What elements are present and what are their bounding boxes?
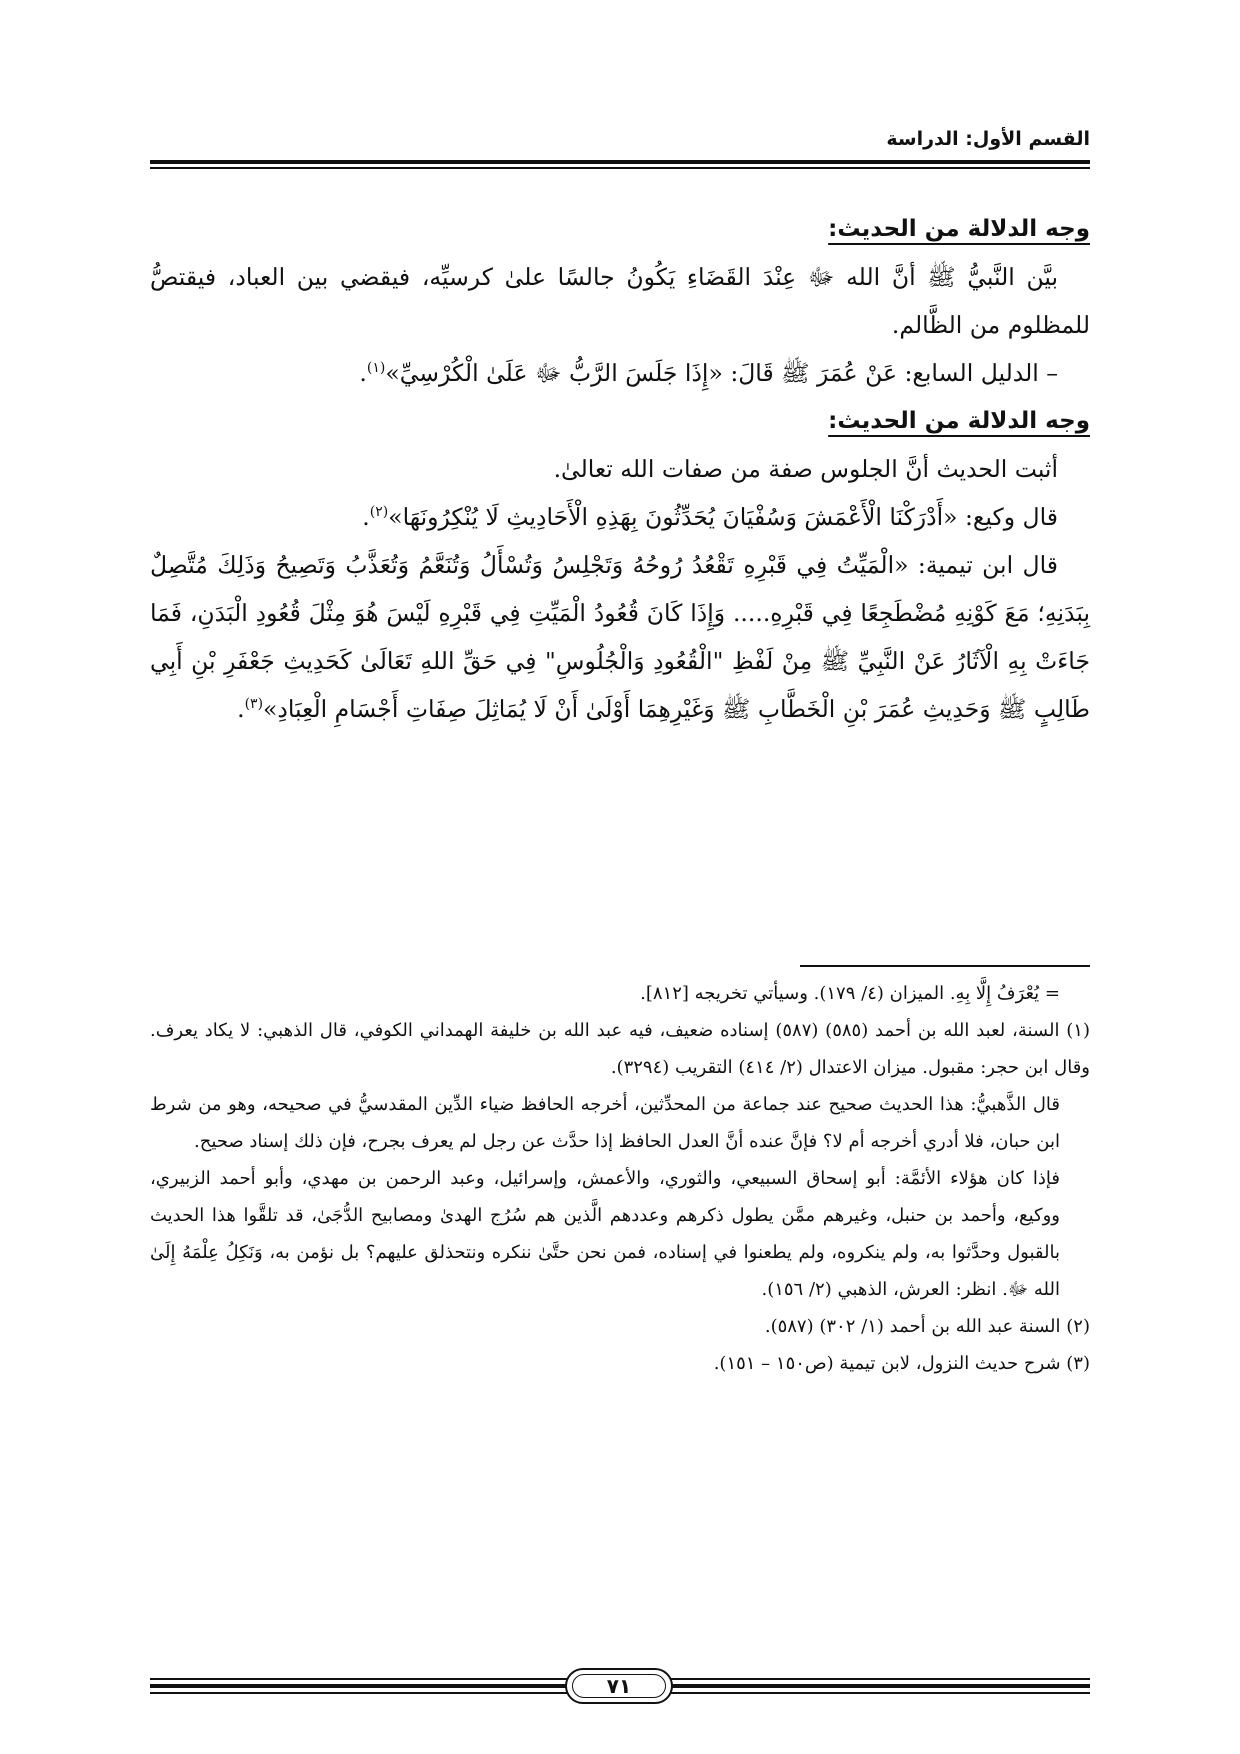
dalil-lead: – الدليل السابع: عَنْ عُمَرَ ﷺ قَالَ: <box>722 359 1058 387</box>
section-heading-1: وجه الدلالة من الحديث: <box>828 216 1090 242</box>
footnote-1-continued-2: فإذا كان هؤلاء الأئمَّة: أبو إسحاق السبيعي، والثوري، والأعمش، وإسرائيل، وعبد الرحمن بن مهدي، وأبو أحمد الزبيري، ووكيع، وأحمد بن حنبل، وغيرهم ممَّن يطول ذكرهم وعددهم الَّذين هم سُرُج الهدىٰ ومصابيح الدُّجَىٰ، قد تلقَّوا هذا الحديث بالقبول وحدَّثوا به، ولم ينكروه، ولم يطعنوا في إسناده، فمن نحن حتَّىٰ ننكره ونتحذلق عليهم؟ بل نؤمن به، وَنَكِلُ عِلْمَهُ إِلَىٰ الله ﷻ. انظر: العرش، الذهبي (٢/ ١٥٦). <box>150 1168 1060 1300</box>
paragraph-1: بيَّن النَّبيُّ ﷺ أنَّ الله ﷻ عِنْدَ القَضَاءِ يَكُونُ جالسًا علىٰ كرسيِّه، فيقضي بين العباد، فيقتصُّ للمظلوم من الظَّالم. <box>150 263 1090 339</box>
footnote-1-continued: قال الذَّهبيُّ: هذا الحديث صحيح عند جماعة من المحدِّثين، أخرجه الحافظ ضياء الدِّين المقدسيُّ في صحيحه، وهو من شرط ابن حبان، فلا أدري أخرجه أم لا؟ فإنَّ عنده أنَّ العدل الحافظ إذا حدَّث عن رجل لم يعرف بجرح، فإن ذلك إسناد صحيح. <box>150 1094 1060 1152</box>
paragraph-2: أثبت الحديث أنَّ الجلوس صفة من صفات الله تعالىٰ. <box>553 455 1058 483</box>
main-text <box>150 205 1090 733</box>
dalil-paragraph: – الدليل السابع: عَنْ عُمَرَ ﷺ قَالَ: «إِذَا جَلَسَ الرَّبُّ ﷻ عَلَىٰ الْكُرْسِيِّ»$^{(١)}$. <box>359 359 1058 387</box>
header-rule-thin <box>150 167 1090 169</box>
taymiyya-lead: قال ابن تيمية: <box>908 551 1058 579</box>
footnote-ref-2: (٢) <box>369 504 389 521</box>
taymiyya-paragraph: قال ابن تيمية: «الْمَيِّتُ فِي قَبْرِهِ تَقْعُدُ رُوحُهُ وَتَجْلِسُ وَتُسْأَلُ وَتُنَعَّمُ وَتُعَذَّبُ وَتَصِيحُ وَذَلِكَ مُتَّصِلٌ بِبَدَنِهِ؛ مَعَ كَوْنِهِ مُضْطَجِعًا فِي قَبْرِهِ..... وَإِذَا كَانَ قُعُودُ الْمَيِّتِ فِي قَبْرِهِ لَيْسَ هُوَ مِثْلَ قُعُودِ الْبَدَنِ، فَمَا جَاءَتْ بِهِ الْآثَارُ عَنْ النَّبِيِّ ﷺ مِنْ لَفْظِ "الْقُعُودِ وَالْجُلُوسِ" فِي حَقِّ اللهِ تَعَالَىٰ كَحَدِيثِ جَعْفَرِ بْنِ أَبِي طَالِبٍ ﷺ وَحَدِيثِ عُمَرَ بْنِ الْخَطَّابِ ﷺ وَغَيْرِهِمَا أَوْلَىٰ أَنْ لَا يُمَاثِلَ صِفَاتِ أَجْسَامِ الْعِبَادِ»$^{(٣)}$. <box>150 551 1090 723</box>
waki-paragraph: قال وكيع: «أَدْرَكْنَا الْأَعْمَشَ وَسُفْيَانَ يُحَدِّثُونَ بِهَذِهِ الْأَحَادِيثِ لَا يُنْكِرُونَهَا»$^{(٢)}$. <box>362 503 1058 531</box>
footnote-separator <box>800 965 1090 967</box>
running-title: القسم الأول: الدراسة <box>886 128 1090 150</box>
header-rule-thick <box>150 160 1090 164</box>
section-heading-2: وجه الدلالة من الحديث: <box>828 408 1090 434</box>
waki-lead: قال وكيع: <box>957 503 1058 531</box>
footnote-carry-over: = يُعْرَفُ إِلَّا بِهِ. الميزان (٤/ ١٧٩). وسيأتي تخريجه [٨١٢]. <box>640 983 1060 1004</box>
page-number-text: ٧١ <box>606 1674 632 1698</box>
footnote-1: (١) السنة، لعبد الله بن أحمد (٥٨٥) (٥٨٧) إسناده ضعيف، فيه عبد الله بن خليفة الهمداني الكوفي، قال الذهبي: لا يكاد يعرف. وقال ابن حجر: مقبول. ميزان الاعتدال (٢/ ٤١٤) التقريب (٣٢٩٤). <box>150 1020 1090 1078</box>
taymiyya-quote: «الْمَيِّتُ فِي قَبْرِهِ تَقْعُدُ رُوحُهُ وَتَجْلِسُ وَتُسْأَلُ وَتُنَعَّمُ وَتُعَذَّبُ وَتَصِيحُ وَذَلِكَ مُتَّصِلٌ بِبَدَنِهِ؛ مَعَ كَوْنِهِ مُضْطَجِعًا فِي قَبْرِهِ..... وَإِذَا كَانَ قُعُودُ الْمَيِّتِ فِي قَبْرِهِ لَيْسَ هُوَ مِثْلَ قُعُودِ الْبَدَنِ، فَمَا جَاءَتْ بِهِ الْآثَارُ عَنْ النَّبِيِّ ﷺ مِنْ لَفْظِ "الْقُعُودِ وَالْجُلُوسِ" فِي حَقِّ اللهِ تَعَالَىٰ كَحَدِيثِ جَعْفَرِ بْنِ أَبِي طَالِبٍ ﷺ وَحَدِيثِ عُمَرَ بْنِ الْخَطَّابِ ﷺ وَغَيْرِهِمَا أَوْلَىٰ أَنْ لَا يُمَاثِلَ صِفَاتِ أَجْسَامِ الْعِبَادِ» <box>150 551 1090 723</box>
footnote-ref-1: (١) <box>366 360 386 377</box>
footnote-3: (٣) شرح حديث النزول، لابن تيمية (ص١٥٠ – ١٥١). <box>713 1353 1090 1374</box>
waki-quote: «أَدْرَكْنَا الْأَعْمَشَ وَسُفْيَانَ يُحَدِّثُونَ بِهَذِهِ الْأَحَادِيثِ لَا يُنْكِرُونَهَا» <box>388 503 958 531</box>
dalil-quote: «إِذَا جَلَسَ الرَّبُّ ﷻ عَلَىٰ الْكُرْسِيِّ» <box>385 359 723 387</box>
footnote-2: (٢) السنة عبد الله بن أحمد (١/ ٣٠٢) (٥٨٧). <box>764 1316 1090 1337</box>
footnotes <box>150 975 1090 1382</box>
footnote-ref-3: (٣) <box>244 696 264 713</box>
page-number <box>565 1668 673 1704</box>
